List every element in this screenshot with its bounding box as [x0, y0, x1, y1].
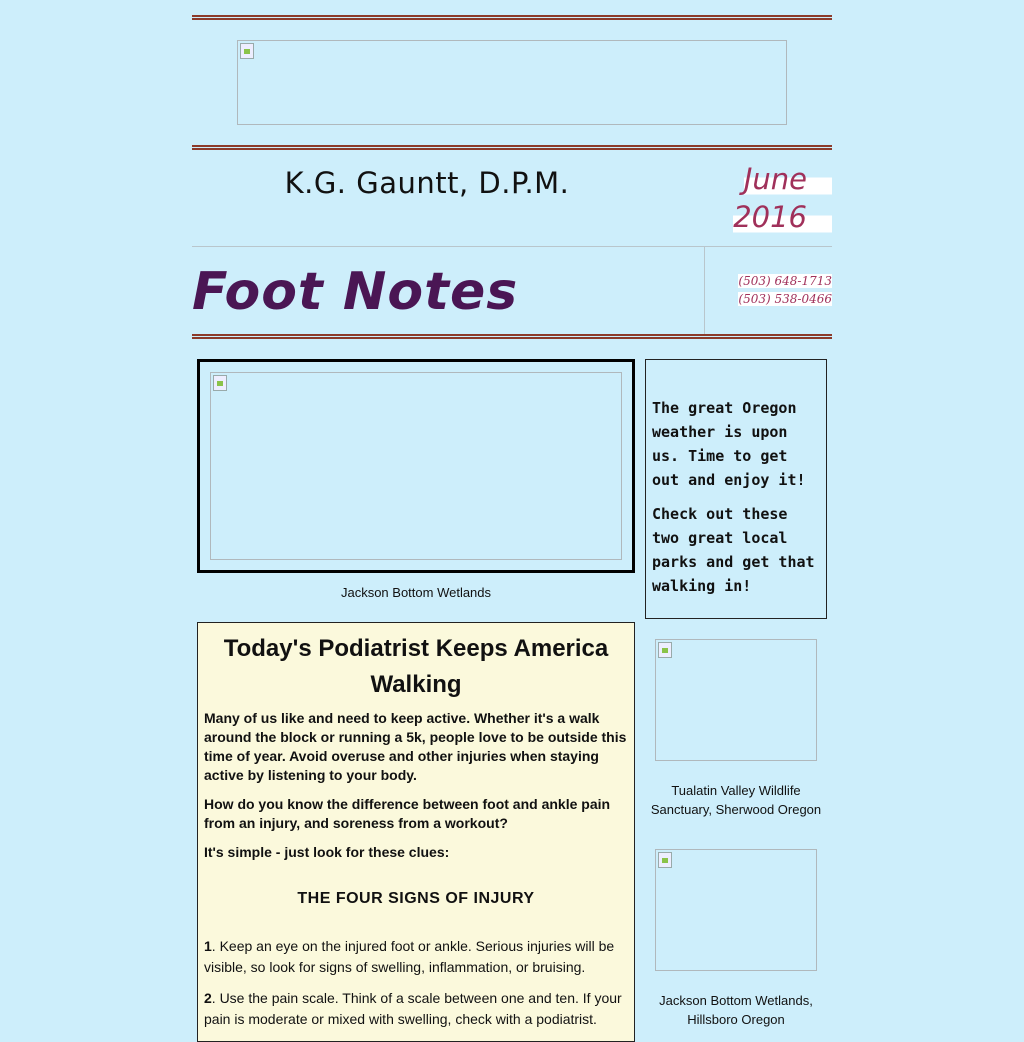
park-1-photo [655, 639, 817, 761]
sidebar-intro [645, 359, 827, 619]
vertical-divider [704, 246, 705, 334]
feature-photo [210, 372, 622, 560]
sign-number: 2 [204, 990, 212, 1006]
sidebar-para-1: The great Oregon weather is upon us. Time to get out and enjoy it! [652, 399, 806, 489]
broken-image-icon [213, 375, 227, 391]
feature-photo-frame [197, 359, 635, 573]
broken-image-icon [240, 43, 254, 59]
issue-date [733, 160, 832, 236]
sidebar-para-2: Check out these two great local parks and get that walking in! [652, 505, 815, 595]
article-para-1: Many of us like and need to keep active. Whether it's a walk around the block or running a 5k, people love to be outside this time of year. Avoid overuse and other injuries when staying active by listening to your body. [204, 710, 627, 783]
park-2-photo [655, 849, 817, 971]
phone-numbers [738, 272, 832, 308]
newsletter-title: Foot Notes [192, 262, 519, 322]
issue-year: 2016 [733, 200, 832, 234]
article-para-3: It's simple - just look for these clues: [204, 844, 450, 860]
park-2-caption: Jackson Bottom Wetlands, Hillsboro Oregon [659, 993, 813, 1027]
masthead-image [237, 40, 787, 125]
sign-item [204, 936, 628, 978]
article-box [197, 622, 635, 1042]
divider-line [192, 246, 832, 247]
article-subheading: THE FOUR SIGNS OF INJURY [297, 890, 535, 907]
sign-number: 1 [204, 938, 212, 954]
broken-image-icon [658, 852, 672, 868]
feature-caption: Jackson Bottom Wetlands [340, 585, 492, 600]
issue-month: June [744, 162, 832, 196]
title-rule [192, 334, 832, 339]
sign-text: . Keep an eye on the injured foot or ankle. Serious injuries will be visible, so look for signs of swelling, inflammation, or bruising. [204, 938, 615, 975]
park-1-caption: Tualatin Valley Wildlife Sanctuary, Sherwood Oregon [650, 783, 822, 817]
phone-2[interactable]: (503) 538-0466 [738, 292, 832, 306]
doctor-name: K.G. Gauntt, D.P.M. [284, 166, 570, 200]
phone-1[interactable]: (503) 648-1713 [738, 274, 832, 288]
broken-image-icon [658, 642, 672, 658]
article-heading: Today's Podiatrist Keeps America Walking [223, 635, 609, 698]
sign-text: . Use the pain scale. Think of a scale between one and ten. If your pain is moderate or mixed with swelling, check with a podiatrist. [204, 990, 622, 1027]
header-rule [192, 145, 832, 150]
article-para-2: How do you know the difference between foot and ankle pain from an injury, and soreness from a workout? [204, 796, 611, 831]
top-rule [192, 15, 832, 20]
